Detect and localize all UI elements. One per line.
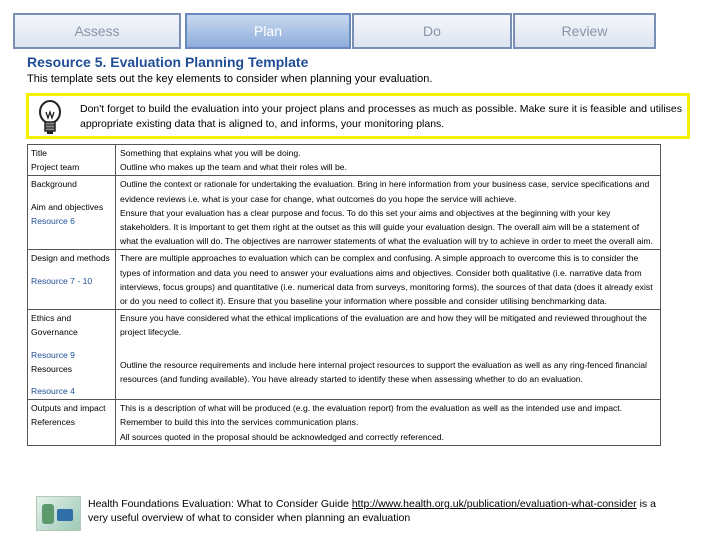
row-text [116, 310, 661, 400]
label-background: Background [31, 179, 77, 190]
page-title: Resource 5. Evaluation Planning Template [27, 54, 309, 70]
row-text [116, 176, 661, 250]
tab-assess[interactable]: Assess [13, 13, 181, 49]
phase-tabs [0, 0, 720, 52]
label-ethics: Ethics and Governance [31, 313, 78, 338]
row-label [28, 145, 116, 176]
footer-text-before: Health Foundations Evaluation: What to Consider Guide [88, 498, 352, 510]
tip-text: Don't forget to build the evaluation into your project plans and processes as much as possible. Make sure it is feasible and utilises appropriate existing data that is aligned to, and informs, your monitoring plans. [80, 103, 683, 130]
table-row [28, 400, 661, 446]
text-team: Outline who makes up the team and what their roles will be. [120, 162, 347, 173]
table-row [28, 250, 661, 310]
tab-do[interactable]: Do [352, 13, 512, 49]
intro-text: This template sets out the key elements to consider when planning your evaluation. [27, 73, 433, 85]
label-resources: Resources [31, 363, 73, 374]
row-label [28, 176, 116, 250]
ref-design: Resource 7 - 10 [31, 275, 93, 286]
row-label [28, 250, 116, 310]
row-text [116, 250, 661, 310]
table-row [28, 310, 661, 400]
text-background: Outline the context or rationale for undertaking the evaluation. Bring in here information from your business case, service specifications and evidence reviews i.e. what is your case for change, what outcomes do you hope the service will achieve. [120, 179, 650, 204]
text-title: Something that explains what you will be doing. [120, 148, 301, 158]
guide-link[interactable]: http://www.health.org.uk/publication/evaluation-what-consider [351, 498, 637, 510]
label-outputs: Outputs and impact [31, 403, 106, 414]
health-foundation-logo [36, 496, 81, 531]
row-text [116, 400, 661, 446]
planning-template-table [27, 144, 661, 446]
text-outputs: This is a description of what will be produced (e.g. the evaluation report) from the evaluation as well as the intended use and impact. Remember to build this into the services communication plans. [120, 403, 623, 428]
text-references: All sources quoted in the proposal should be acknowledged and correctly referenced. [120, 431, 444, 442]
label-design: Design and methods [31, 253, 110, 264]
label-references: References [31, 417, 75, 428]
ref-resources: Resource 4 [31, 386, 75, 397]
label-team: Project team [31, 162, 80, 173]
label-title: Title [31, 148, 47, 158]
ref-ethics: Resource 9 [31, 349, 75, 360]
footer-text-after: is a very useful overview of what to consider when planning an evaluation [88, 498, 656, 524]
lightbulb-icon [34, 99, 66, 135]
tab-plan[interactable]: Plan [185, 13, 351, 49]
text-design: There are multiple approaches to evaluation which can be complex and confusing. A simple approach to overcome this is to consider the types of information and data you need to answer your evaluations aims and objectives. Consider both qualitative (i.e. narrative data from interviews, focus groups) and quantitative (i.e. numerical data from surveys, monitoring forms), the sources of that data (does it already exist or do you need to collect it). Ensure that you baseline your information where possible and consider utilising benchmarking data. [120, 253, 653, 307]
label-aim: Aim and objectives [31, 201, 104, 212]
ref-aim: Resource 6 [31, 215, 75, 226]
table-row [28, 145, 661, 176]
row-label [28, 400, 116, 446]
footer-text [88, 497, 678, 525]
table-row [28, 176, 661, 250]
text-ethics: Ensure you have considered what the ethical implications of the evaluation are and how they will be mitigated and reviewed throughout the project lifecycle. [120, 313, 647, 338]
tab-review[interactable]: Review [513, 13, 656, 49]
tip-box [26, 93, 690, 139]
text-aim: Ensure that your evaluation has a clear purpose and focus. To do this set your aims and objectives at the beginning with your key stakeholders. It is important to get them right at the outset as this will guide your evaluation design. The overall aim will be a statement of what the evaluation will do. The objectives are narrower statements of what the evaluation will try to achieve in order to meet the overall aim. [120, 207, 653, 247]
row-label [28, 310, 116, 400]
row-text [116, 145, 661, 176]
footer-note [30, 495, 680, 535]
text-resources: Outline the resource requirements and include here internal project resources to support the evaluation as well as any ring-fenced financial resources (and funding available). You have already started to identify these when assessing whether to do an evaluation. [120, 359, 647, 384]
